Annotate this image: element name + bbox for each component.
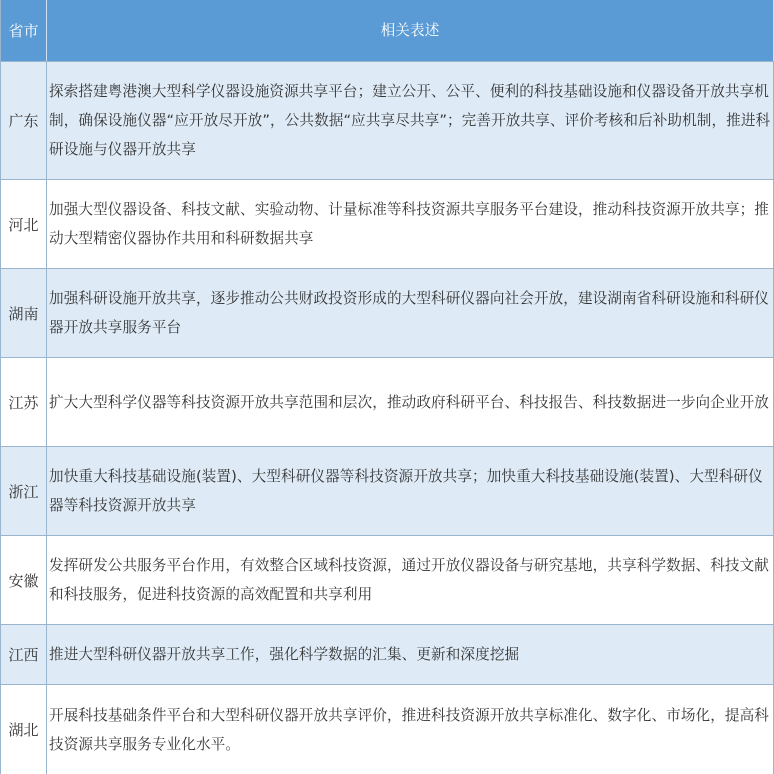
table-header-row bbox=[1, 0, 774, 62]
table-row bbox=[1, 536, 774, 625]
row-description bbox=[47, 685, 774, 774]
row-description-text: 发挥研发公共服务平台作用，有效整合区域科技资源，通过开放仪器设备与研究基地，共享科学数据、科技文献和科技服务，促进科技资源的高效配置和共享利用 bbox=[49, 557, 769, 603]
header-province: 省市 bbox=[1, 0, 47, 61]
row-province: 安徽 bbox=[1, 536, 47, 624]
row-province: 江西 bbox=[1, 625, 47, 684]
row-description-text: 探索搭建粤港澳大型科学仪器设施资源共享平台；建立公开、公平、便利的科技基础设施和仪器设备开放共享机制，确保设施仪器“应开放尽开放”，公共数据“应共享尽共享”；完善开放共享、评价考核和后补助机制，推进科研设施与仪器开放共享 bbox=[49, 83, 771, 158]
table-row bbox=[1, 625, 774, 685]
row-province: 河北 bbox=[1, 180, 47, 268]
row-province: 湖南 bbox=[1, 269, 47, 357]
row-description-text: 推进大型科研仪器开放共享工作，强化科学数据的汇集、更新和深度挖掘 bbox=[49, 646, 520, 663]
row-description bbox=[47, 358, 774, 446]
table-row bbox=[1, 269, 774, 358]
row-description bbox=[47, 269, 774, 357]
row-province: 广东 bbox=[1, 62, 47, 179]
row-description bbox=[47, 62, 774, 179]
row-province: 湖北 bbox=[1, 685, 47, 774]
table-row bbox=[1, 358, 774, 447]
row-description-text: 加强大型仪器设备、科技文献、实验动物、计量标准等科技资源共享服务平台建设，推动科技资源开放共享；推动大型精密仪器协作共用和科研数据共享 bbox=[49, 201, 769, 247]
table-row bbox=[1, 180, 774, 269]
header-description bbox=[47, 0, 774, 61]
row-description bbox=[47, 447, 774, 535]
row-description-text: 加强科研设施开放共享，逐步推动公共财政投资形成的大型科研仪器向社会开放，建设湖南省科研设施和科研仪器开放共享服务平台 bbox=[49, 290, 769, 336]
row-description bbox=[47, 625, 774, 684]
row-description-text: 扩大大型科学仪器等科技资源开放共享范围和层次，推动政府科研平台、科技报告、科技数据进一步向企业开放 bbox=[49, 393, 769, 411]
row-description bbox=[47, 536, 774, 624]
header-description-text: 相关表述 bbox=[380, 22, 440, 39]
row-province: 江苏 bbox=[1, 358, 47, 446]
row-description bbox=[47, 180, 774, 268]
row-province: 浙江 bbox=[1, 447, 47, 535]
row-description-text: 开展科技基础条件平台和大型科研仪器开放共享评价，推进科技资源开放共享标准化、数字化、市场化，提高科技资源共享服务专业化水平。 bbox=[49, 706, 769, 753]
table-row bbox=[1, 447, 774, 536]
row-description-text: 加快重大科技基础设施(装置)、大型科研仪器等科技资源开放共享；加快重大科技基础设施(装置)、大型科研仪器等科技资源开放共享 bbox=[49, 468, 763, 514]
table-row bbox=[1, 62, 774, 180]
table-row bbox=[1, 685, 774, 774]
